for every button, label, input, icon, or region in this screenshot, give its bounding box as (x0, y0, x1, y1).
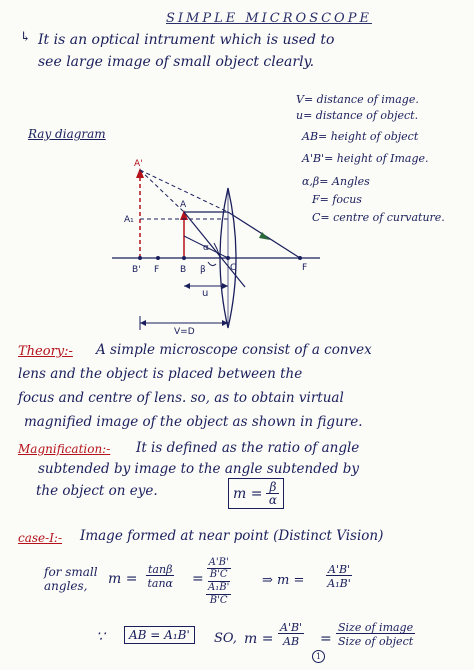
magnification-formula-box (228, 478, 284, 509)
legend-item: A'B'= height of Image. (302, 152, 429, 165)
label-a: A (180, 200, 187, 210)
magnification-line-3: the object on eye. (36, 483, 158, 499)
arrow-icon: ↳ (20, 30, 31, 45)
conclusion-fraction (278, 622, 304, 647)
magnification-line-1: It is defined as the ratio of angle (136, 440, 360, 456)
compound-den-bottom: B'C (209, 595, 228, 606)
label-f-left: F (154, 265, 160, 275)
ray-diagram-heading: Ray diagram (28, 127, 106, 141)
label-a1: A₁ (124, 215, 134, 225)
theory-line-1: A simple microscope consist of a convex (96, 342, 372, 358)
extended-ray-2 (140, 170, 184, 212)
magnification-line-2: subtended by image to the angle subtended by (38, 461, 360, 477)
conclusion-denominator: AB (283, 635, 300, 648)
result-fraction (326, 564, 352, 589)
result-numerator: A'B' (328, 563, 351, 576)
legend-item: F= focus (312, 193, 362, 206)
virtual-image-arrowhead (136, 168, 144, 178)
label-b-prime: B' (132, 265, 141, 275)
word-denominator: Size of object (337, 635, 414, 648)
case-label: case-I:- (18, 531, 63, 545)
so-text: SO, (214, 631, 237, 646)
tan-numerator: tanβ (148, 563, 173, 576)
label-f-right: F (302, 263, 308, 273)
definition-line-2: see large image of small object clearly. (38, 54, 315, 70)
formula-lhs: m = (233, 485, 263, 502)
v-arrow-left (140, 320, 146, 326)
conclusion-numerator: A'B' (280, 621, 303, 634)
compound-num-top: A'B' (208, 557, 229, 568)
label-b: B (180, 265, 187, 275)
compound-num-bottom: B'C (209, 569, 228, 580)
small-angles-eq: = (192, 571, 204, 587)
point-f-left (156, 256, 160, 260)
formula-numerator: β (266, 481, 279, 494)
label-u: u (202, 288, 209, 299)
label-beta: β (200, 265, 206, 275)
theory-line-3: focus and centre of lens. so, as to obtain virtual (18, 390, 344, 406)
u-arrow-left (184, 283, 190, 289)
therefore-icon: ∵ (96, 629, 105, 645)
conclusion-m-eq: m = (244, 631, 274, 647)
tan-fraction (146, 564, 174, 589)
legend-item: α,β= Angles (302, 175, 370, 188)
beta-arc (208, 262, 216, 266)
legend-item: V= distance of image. (296, 93, 419, 106)
magnification-label: Magnification:- (18, 442, 111, 456)
implies-m-eq: ⇒ m = (262, 573, 305, 588)
conclusion-eq: = (320, 631, 332, 647)
compound-fraction (206, 558, 231, 606)
legend-item: u= distance of object. (296, 109, 419, 122)
label-alpha: α (203, 243, 209, 253)
small-angles-line-1: for small (44, 565, 98, 579)
definition-line-1: It is an optical intrument which is used to (38, 32, 335, 48)
theory-line-4: magnified image of the object as shown in figure. (24, 414, 363, 430)
small-angles-m-eq: m = (108, 571, 138, 587)
formula-fraction (266, 481, 279, 506)
case-text: Image formed at near point (Distinct Vision) (80, 528, 384, 544)
label-a-prime: A' (134, 159, 143, 169)
theory-label: Theory:- (18, 344, 73, 359)
legend-item: C= centre of curvature. (312, 211, 445, 224)
point-f-right (298, 256, 302, 260)
theory-line-2: lens and the object is placed between the (18, 366, 303, 382)
point-b (182, 256, 186, 260)
point-c (226, 256, 230, 260)
formula-denominator: α (268, 493, 277, 507)
label-v: V=D (174, 327, 195, 337)
legend-item: AB= height of object (302, 130, 419, 143)
u-arrow-right (222, 283, 228, 289)
equality-box: AB = A₁B' (124, 626, 195, 644)
label-c: C (230, 263, 237, 273)
tan-denominator: tanα (147, 577, 173, 590)
result-denominator: A₁B' (327, 577, 351, 590)
compound-den-top: A₁B' (208, 582, 230, 593)
equation-number-badge: 1 (312, 650, 325, 663)
word-numerator: Size of image (338, 621, 414, 634)
point-b-prime (138, 256, 142, 260)
word-fraction (336, 622, 415, 647)
small-angles-line-2: angles, (44, 579, 88, 593)
page-title: SIMPLE MICROSCOPE (166, 11, 372, 26)
